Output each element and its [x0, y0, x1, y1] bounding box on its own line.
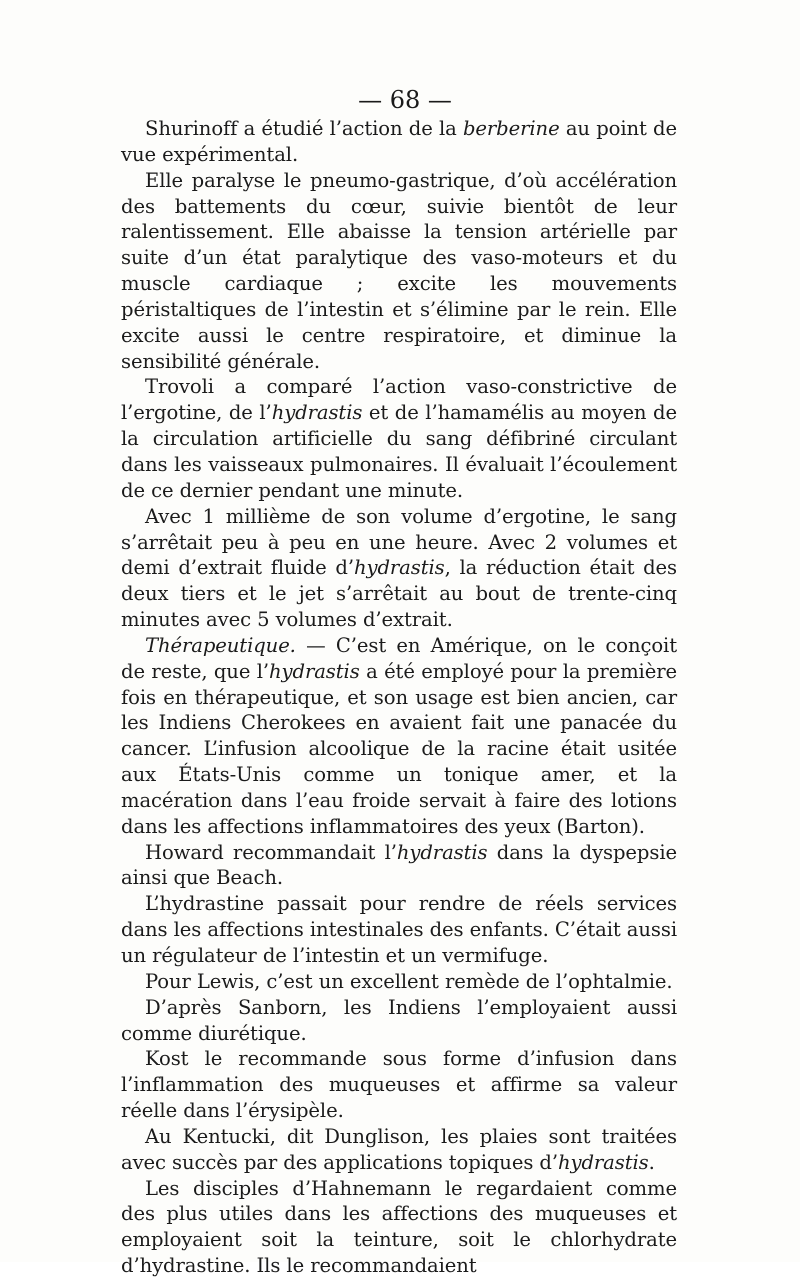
text-run: Shurinoff a étudié l’action de la [145, 117, 463, 140]
paragraph [121, 840, 677, 892]
text-run: L’hydrastine passait pour rendre de réels services dans les affections intestinales des enfants. C’était aussi un régulateur de l’intestin et un vermifuge. [121, 892, 677, 967]
paragraph [121, 1046, 677, 1124]
text-run: et de l’hamamélis au moyen de la circulation artificielle du sang défibriné circulant dans les vaisseaux pulmonaires. Il évaluait l’écoulement de ce dernier pendant une minute. [121, 401, 677, 502]
text-run: a été employé pour la première fois en thérapeutique, et son usage est bien ancien, car les Indiens Cherokees en avaient fait une panacée du cancer. L’infusion alcoolique de la racine était usitée aux États-Unis comme un tonique amer, et la macération dans l’eau froide servait à faire des lotions dans les affections inflammatoires des yeux (Barton). [121, 659, 677, 838]
text-run: — C’est en Amérique, on le conçoit de reste, que l’ [121, 633, 677, 683]
text-run: Les disciples d’Hahnemann le regardaient comme des plus utiles dans les affections des muqueuses et employaient soit la teinture, soit le chlorhydrate d’hydrastine. Ils le recommandaient [121, 1176, 677, 1278]
paragraph [121, 504, 677, 633]
paragraph [121, 633, 677, 840]
text-run: Elle paralyse le pneumo-gastrique, d’où accélération des battements du cœur, suivie bientôt de leur ralentissement. Elle abaisse la tension artérielle par suite d’un état paralytique des vaso-moteurs et du muscle cardiaque ; excite les mouvements péristaltiques de l’intestin et s’élimine par le rein. Elle excite aussi le centre respiratoire, et diminue la sensibilité générale. [121, 168, 677, 373]
italic-text: hydrastis [557, 1150, 649, 1174]
text-run: , la réduction était des deux tiers et le jet s’arrêtait au bout de trente-cinq minutes avec 5 volumes d’extrait. [121, 556, 678, 632]
text-run: Trovoli a comparé l’action vaso-constrictive de l’ergotine, de l’ [121, 375, 677, 425]
paragraph [121, 995, 677, 1047]
italic-text: berberine [462, 117, 560, 140]
text-run: Pour Lewis, c’est un excellent remède de l’ophtalmie. [145, 969, 673, 993]
paragraph [121, 1176, 677, 1279]
italic-text: hydrastis [269, 659, 360, 683]
italic-text: hydrastis [271, 401, 363, 425]
paragraph [121, 1124, 677, 1176]
paragraph [121, 891, 677, 969]
text-run: Howard recommandait l’ [145, 840, 397, 864]
paragraph [121, 116, 677, 168]
text-run: Avec 1 millième de son volume d’ergotine, le sang s’arrêtait peu à peu en une heure. Avec 2 volumes et demi d’extrait fluide d’ [121, 504, 677, 580]
paragraph [121, 168, 677, 375]
paragraph [121, 374, 677, 503]
italic-text: hydrastis [396, 840, 488, 864]
text-run: au point de vue expérimental. [121, 117, 677, 166]
text-run: Au Kentucki, dit Dunglison, les plaies sont traitées avec succès par des applications topiques d’ [121, 1124, 677, 1174]
text-run: Kost le recommande sous forme d’infusion dans l’inflammation des muqueuses et affirme sa valeur réelle dans l’érysipèle. [121, 1047, 677, 1123]
text-run: dans la dyspepsie ainsi que Beach. [121, 840, 677, 890]
italic-text: Thérapeutique. [145, 633, 296, 657]
body-text [121, 116, 677, 1279]
paragraph [121, 969, 677, 995]
text-run: D’après Sanborn, les Indiens l’employaient aussi comme diurétique. [121, 995, 677, 1045]
page-number: — 68 — [358, 86, 452, 114]
italic-text: hydrastis [353, 556, 445, 580]
text-run: . [648, 1150, 655, 1174]
